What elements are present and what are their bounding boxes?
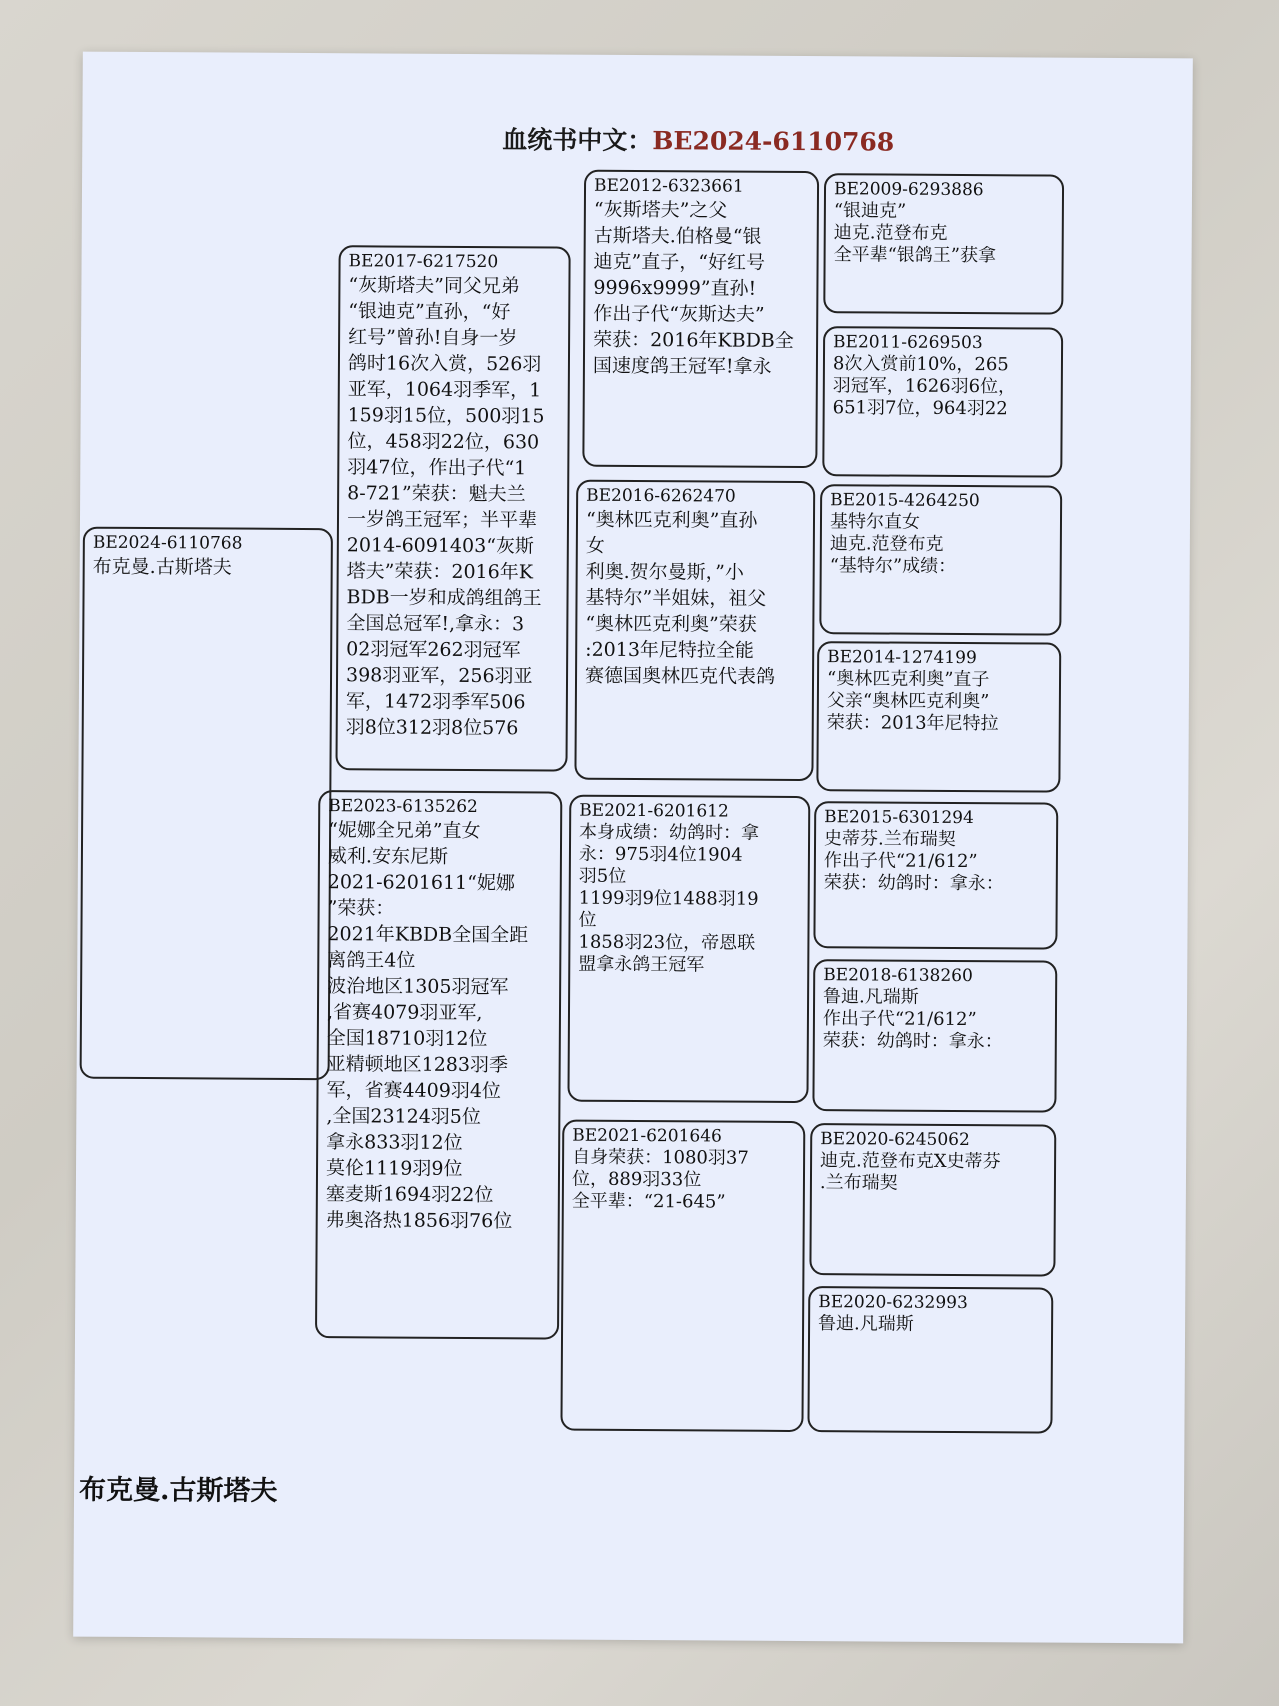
card-line: 基特尔直女 [829, 511, 921, 533]
sire-dam-card [574, 480, 815, 781]
card-line: ,全国23124羽5位 [326, 1105, 481, 1129]
card-line: 本身成绩：幼鸽时：拿 [579, 821, 760, 844]
card-line: 荣获：2013年尼特拉 [826, 712, 999, 735]
card-line: 国速度鸽王冠军!拿永 [592, 354, 772, 378]
card-id: BE2021-6201646 [572, 1125, 722, 1147]
card-id: BE2015-4264250 [830, 490, 980, 512]
card-line: 荣获：幼鸽时：拿永： [823, 872, 1004, 895]
card-line: 拿永833羽12位 [326, 1131, 463, 1154]
card-line: 亚精顿地区1283羽季 [326, 1053, 509, 1077]
card-id: BE2017-6217520 [348, 251, 499, 273]
card-line: 羽47位，作出子代“1 [347, 456, 527, 480]
card-line: 古斯塔夫.伯格曼“银 [593, 224, 762, 248]
card-line: 军，1472羽季军506 [345, 690, 526, 714]
ggp-card [807, 1286, 1053, 1433]
card-line: 利奥.贺尔曼斯，”小 [585, 560, 745, 584]
subject-card [80, 527, 333, 1081]
card-line: 基特尔”半姐妹，祖父 [585, 586, 767, 610]
card-line: 荣获：2016年KBDB全 [593, 328, 794, 352]
card-line: 作出子代“21/612” [822, 1008, 977, 1031]
card-lines [93, 554, 323, 581]
card-line: 羽冠军，1626羽6位， [832, 375, 1017, 398]
ggp-card [816, 641, 1061, 792]
card-line: 8-721”荣获：魁夫兰 [347, 482, 526, 506]
card-lines [593, 197, 809, 380]
dam-dam-card [560, 1120, 805, 1432]
card-line: 1858羽23位，帝恩联 [578, 931, 756, 954]
card-id: BE2014-1274199 [827, 647, 977, 669]
card-line: 位，458羽22位，630 [347, 430, 540, 454]
card-line: ”荣获： [327, 897, 395, 920]
card-line: :2013年尼特拉全能 [585, 638, 755, 662]
card-line: “灰斯塔夫”同父兄弟 [348, 274, 520, 298]
card-line: 自身荣获：1080羽37 [572, 1146, 749, 1169]
sire-sire-card [582, 170, 819, 468]
card-line: “银迪克”直孙，“好 [348, 300, 511, 324]
card-line: 波治地区1305羽冠军 [327, 975, 509, 999]
card-line: “妮娜全兄弟”直女 [328, 819, 481, 843]
card-line: 作出子代“21/612” [823, 850, 978, 873]
card-lines [585, 507, 805, 690]
card-line: 02羽冠军262羽冠军 [346, 638, 521, 662]
card-line: 弗奥洛热1856羽76位 [325, 1209, 513, 1233]
card-line: 羽8位312羽8位576 [345, 716, 519, 740]
ggp-card [813, 801, 1058, 949]
card-line: 永：975羽4位1904 [578, 843, 743, 866]
card-line: 鸽时16次入赏，526羽 [347, 352, 542, 376]
card-line: 军，省赛4409羽4位 [326, 1079, 502, 1103]
card-line: 8次入赏前10%，265 [832, 353, 1009, 376]
card-id: BE2009-6293886 [833, 179, 984, 201]
ggp-card [812, 959, 1057, 1112]
card-id: BE2020-6232993 [818, 1292, 968, 1314]
dam-sire-card [567, 795, 810, 1103]
card-line: 位，889羽33位 [571, 1168, 702, 1191]
card-line: 塞麦斯1694羽22位 [325, 1183, 494, 1207]
card-line: “奥林匹克利奥”直子 [826, 668, 990, 691]
card-line: 鲁迪.凡瑞斯 [823, 986, 919, 1008]
card-line: 父亲“奥林匹克利奥” [826, 690, 990, 713]
title-code: BE2024-6110768 [652, 126, 895, 157]
card-line: ,省赛4079羽亚军, [326, 1001, 483, 1025]
card-line: 159羽15位，500羽15 [347, 404, 545, 428]
card-line: 荣获：幼鸽时：拿永： [822, 1030, 1003, 1053]
card-line: 鲁迪.凡瑞斯 [818, 1313, 914, 1335]
card-line: “基特尔”成绩： [829, 555, 957, 577]
card-id: BE2021-6201612 [579, 800, 729, 822]
card-line: 威利.安东尼斯 [327, 845, 449, 868]
card-line: 莫伦1119羽9位 [325, 1157, 463, 1180]
card-line: 作出子代“灰斯达夫” [593, 302, 765, 326]
card-line: 全国总冠军!,拿永：3 [346, 612, 525, 636]
card-line: 位 [578, 909, 597, 931]
card-line: 迪克”直子，“好红号 [593, 250, 766, 274]
card-id: BE2023-6135262 [328, 796, 478, 818]
card-line: “奥林匹克利奥”荣获 [585, 612, 757, 636]
card-line: 2021年KBDB全国全距 [327, 923, 529, 947]
dam-card [315, 790, 562, 1339]
card-line: 女 [585, 534, 605, 557]
card-line: 红号”曾孙!自身一岁 [348, 326, 518, 350]
card-line: 398羽亚军，256羽亚 [345, 664, 533, 688]
card-line: 全平辈：“21-645” [571, 1190, 726, 1213]
card-line: .兰布瑞契 [819, 1172, 898, 1194]
page-title [502, 120, 1002, 159]
card-line: 全平辈“银鸽王”获拿 [833, 244, 997, 267]
card-line: “奥林匹克利奥”直孙 [585, 508, 758, 532]
card-line: 迪克.范登布克 [829, 533, 944, 555]
card-line: 全国18710羽12位 [326, 1027, 488, 1051]
card-id: BE2024-6110768 [92, 532, 243, 554]
card-id: BE2011-6269503 [833, 332, 983, 354]
pedigree-sheet [73, 52, 1193, 1644]
card-line: 迪克.范登布克X史蒂芬 [820, 1150, 1001, 1173]
card-line: 9996x9999”直孙! [593, 276, 757, 300]
card-id: BE2015-6301294 [824, 807, 974, 829]
card-id: BE2020-6245062 [820, 1129, 970, 1151]
card-line: 亚军，1064羽季军，1 [347, 378, 542, 402]
card-line: 一岁鸽王冠军；半平辈 [346, 508, 538, 532]
card-line: 离鸽王4位 [327, 949, 416, 972]
ggp-card [823, 173, 1064, 314]
card-id: BE2012-6323661 [593, 175, 744, 197]
card-line: “银迪克” [833, 200, 907, 222]
card-line: 651羽7位，964羽22 [832, 397, 1008, 420]
card-line: 史蒂芬.兰布瑞契 [823, 828, 956, 850]
card-lines [572, 1147, 795, 1214]
card-line: 迪克.范登布克 [833, 222, 948, 244]
sire-card [335, 245, 570, 771]
card-lines [326, 817, 553, 1234]
title-label: 血统书中文： [502, 125, 653, 156]
card-line: 赛德国奥林匹克代表鸽 [584, 664, 776, 688]
card-id: BE2018-6138260 [823, 965, 973, 987]
card-line: 1199羽9位1488羽19 [578, 887, 759, 910]
ggp-card [819, 484, 1062, 635]
footer-name: 布克曼.古斯塔夫 [78, 1474, 278, 1507]
card-line: 盟拿永鸽王冠军 [578, 953, 705, 976]
card-lines [346, 272, 561, 741]
card-line: 2021-6201611“妮娜 [327, 871, 515, 895]
card-line: 羽5位 [578, 865, 627, 887]
card-line: “灰斯塔夫”之父 [593, 198, 728, 222]
card-line: BDB一岁和成鸽组鸽王 [346, 586, 542, 610]
card-lines [578, 822, 800, 977]
card-line: 塔夫”荣获：2016年K [346, 560, 534, 584]
ggp-card [822, 326, 1063, 477]
card-line: 2014-6091403“灰斯 [346, 534, 535, 558]
card-id: BE2016-6262470 [586, 485, 736, 507]
ggp-card [809, 1123, 1056, 1276]
card-line: 布克曼.古斯塔夫 [92, 555, 232, 579]
